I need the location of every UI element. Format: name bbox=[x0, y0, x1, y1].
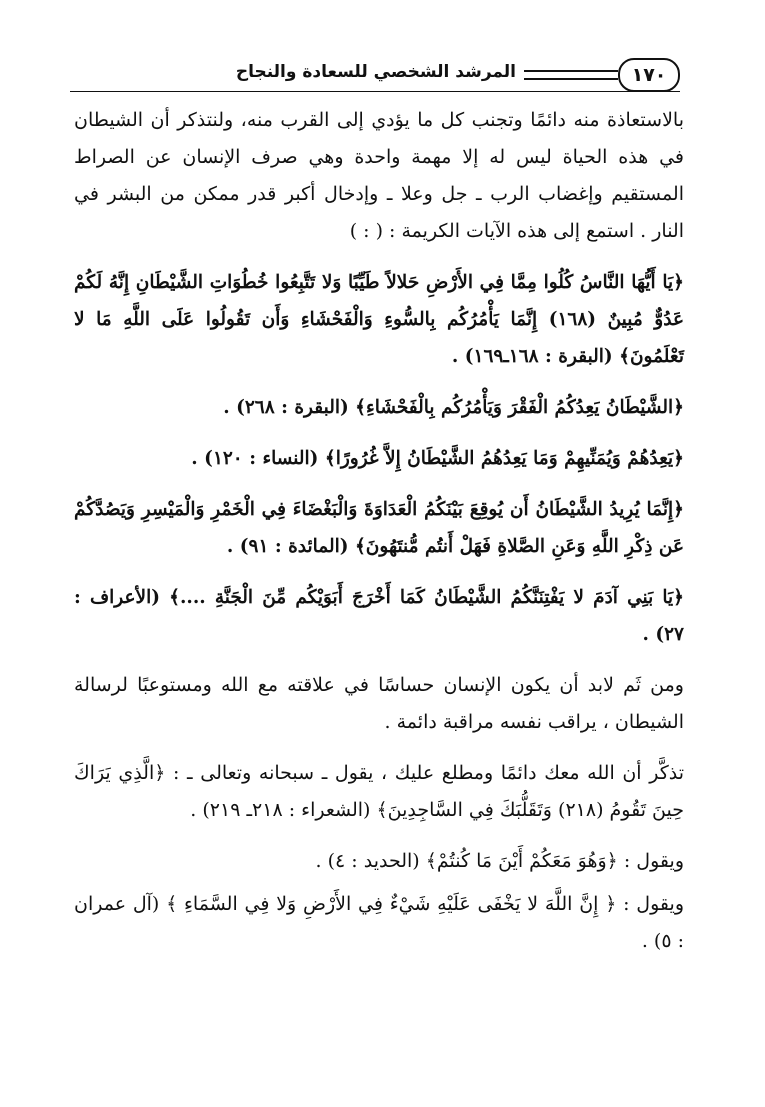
page-header bbox=[70, 58, 680, 98]
paragraph-remember: تذكَّر أن الله معك دائمًا ومطلع عليك ، يقول ـ سبحانه وتعالى ـ : ﴿الَّذِي يَرَاكَ حِينَ تَقُومُ (٢١٨) وَتَقَلُّبَكَ فِي السَّاجِدِينَ﴾ (الشعراء : ٢١٨ـ ٢١٩) . bbox=[74, 762, 684, 821]
page-body bbox=[74, 102, 684, 974]
verse-al-imran-5: ويقول : ﴿ إِنَّ اللَّهَ لا يَخْفَى عَلَيْهِ شَيْءٌ فِي الأَرْضِ وَلا فِي السَّمَاءِ ﴾ (آل عمران : ٥) . bbox=[74, 893, 684, 952]
header-underline bbox=[70, 91, 680, 92]
paragraph-sensitivity: ومن ثَم لابد أن يكون الإنسان حساسًا في علاقته مع الله ومستوعبًا لرسالة الشيطان ، يراقب نفسه مراقبة دائمة . bbox=[74, 674, 684, 733]
verse-nisa-120: ﴿يَعِدُهُمْ وَيُمَنِّيهِمْ وَمَا يَعِدُهُمُ الشَّيْطَانُ إِلاَّ غُرُورًا﴾ (النساء : ١٢٠) . bbox=[191, 448, 684, 469]
running-title: المرشد الشخصي للسعادة والنجاح bbox=[235, 62, 516, 82]
header-rule-top bbox=[524, 70, 618, 72]
verse-hadid-4: ويقول : ﴿وَهُوَ مَعَكُمْ أَيْنَ مَا كُنتُمْ﴾ (الحديد : ٤) . bbox=[315, 850, 684, 872]
verse-araf-27: ﴿يَا بَنِي آدَمَ لا يَفْتِنَنَّكُمُ الشَّيْطَانُ كَمَا أَخْرَجَ أَبَوَيْكُم مِّنَ الْجَنَّةِ ....﴾ (الأعراف : ٢٧) . bbox=[74, 587, 684, 645]
paragraph-intro: بالاستعاذة منه دائمًا وتجنب كل ما يؤدي إلى القرب منه، ولنتذكر أن الشيطان في هذه الحياة ليس له إلا مهمة واحدة وهي صرف الإنسان عن الصراط المستقيم وإغضاب الرب ـ جل وعلا ـ وإدخال أكبر قدر ممكن من البشر في النار . استمع إلى هذه الآيات الكريمة : ( : ) bbox=[74, 109, 684, 242]
verse-maidah-91: ﴿إِنَّمَا يُرِيدُ الشَّيْطَانُ أَن يُوقِعَ بَيْنَكُمُ الْعَدَاوَةَ وَالْبَغْضَاءَ فِي الْخَمْرِ وَالْمَيْسِرِ وَيَصُدَّكُمْ عَن ذِكْرِ اللَّهِ وَعَنِ الصَّلاةِ فَهَلْ أَنتُم مُّنتَهُونَ﴾ (المائدة : ٩١) . bbox=[74, 499, 684, 557]
header-decorative-rule bbox=[524, 70, 618, 84]
header-rule-bottom bbox=[524, 78, 618, 80]
verse-baqarah-168: ﴿يَا أَيُّهَا النَّاسُ كُلُوا مِمَّا فِي الأَرْضِ حَلالاً طَيِّبًا وَلا تَتَّبِعُوا خُطُوَاتِ الشَّيْطَانِ إِنَّهُ لَكُمْ عَدُوٌّ مُبِينٌ (١٦٨) إِنَّمَا يَأْمُرُكُم بِالسُّوءِ وَالْفَحْشَاءِ وَأَن تَقُولُوا عَلَى اللَّهِ مَا لا تَعْلَمُونَ﴾ (البقرة : ١٦٨ـ١٦٩) . bbox=[74, 272, 684, 367]
verse-baqarah-268: ﴿الشَّيْطَانُ يَعِدُكُمُ الْفَقْرَ وَيَأْمُرُكُم بِالْفَحْشَاءِ﴾ (البقرة : ٢٦٨) . bbox=[223, 397, 684, 418]
page-number: ١٧٠ bbox=[618, 58, 680, 92]
